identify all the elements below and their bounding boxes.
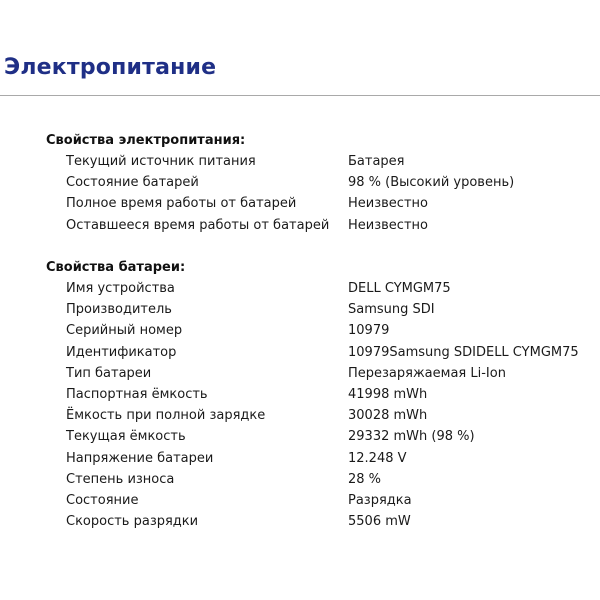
property-label: Текущая ёмкость [66,429,186,445]
power-properties-list [0,151,600,236]
property-row-full-runtime [0,193,600,214]
property-row-power-source [0,151,600,172]
property-label: Идентификатор [66,344,177,360]
property-row-discharge-rate [0,511,600,532]
property-row-design-capacity [0,384,600,405]
property-value: Батарея [348,154,405,169]
property-value: 10979Samsung SDIDELL CYMGM75 [348,344,579,360]
property-label: Тип батареи [66,365,152,381]
page-title: Электропитание [4,55,217,80]
property-row-battery-type [0,363,600,384]
property-label: Напряжение батареи [66,450,214,466]
property-value: 10979 [348,323,390,339]
property-row-state [0,490,600,511]
property-value: Samsung SDI [348,302,435,318]
property-label: Текущий источник питания [66,154,256,169]
property-row-battery-status [0,172,600,193]
property-value: 28 % [348,471,382,487]
property-row-identifier [0,342,600,363]
property-row-remaining-runtime [0,215,600,236]
property-label: Ёмкость при полной зарядке [66,408,266,424]
property-label: Полное время работы от батарей [66,196,297,212]
section-heading-battery: Свойства батареи: [46,260,186,275]
property-value: Разрядка [348,492,412,508]
property-value: 5506 mW [348,514,411,530]
property-label: Степень износа [66,471,175,487]
property-row-device-name [0,278,600,299]
property-row-current-capacity [0,426,600,447]
property-label: Оставшееся время работы от батарей [66,217,330,233]
property-label: Состояние батарей [66,175,199,191]
property-value: 41998 mWh [348,386,428,402]
property-value: 98 % (Высокий уровень) [348,175,515,191]
property-row-serial-number [0,320,600,341]
section-heading-power: Свойства электропитания: [46,133,246,148]
property-row-full-charge-capacity [0,405,600,426]
property-row-wear-level [0,469,600,490]
property-label: Серийный номер [66,323,183,339]
property-value: 12.248 V [348,450,407,466]
property-row-voltage [0,448,600,469]
property-value: Неизвестно [348,196,428,212]
property-value: 30028 mWh [348,408,428,424]
property-value: 29332 mWh (98 %) [348,429,475,445]
property-label: Паспортная ёмкость [66,386,208,402]
property-value: Перезаряжаемая Li-Ion [348,365,506,381]
property-label: Производитель [66,302,172,318]
property-label: Скорость разрядки [66,514,199,530]
property-value: DELL CYMGM75 [348,281,451,296]
property-label: Состояние [66,492,139,508]
title-divider [0,95,600,96]
property-row-manufacturer [0,299,600,320]
property-value: Неизвестно [348,217,428,233]
property-label: Имя устройства [66,281,175,296]
battery-properties-list [0,278,600,532]
